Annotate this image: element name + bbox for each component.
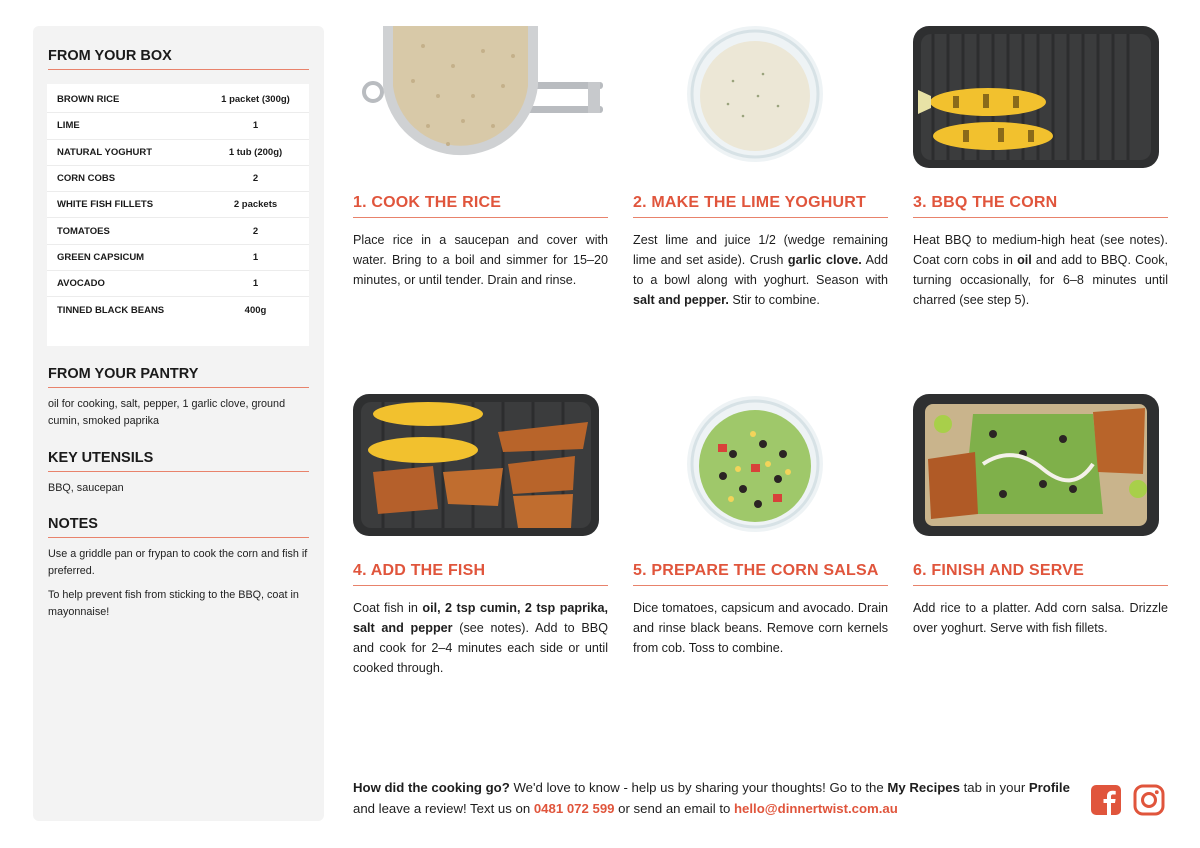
step-2-title: 2. MAKE THE LIME YOGHURT bbox=[633, 194, 888, 218]
step-6-title: 6. FINISH AND SERVE bbox=[913, 562, 1168, 586]
ingredient-row bbox=[47, 271, 309, 297]
ingredient-name: AVOCADO bbox=[57, 278, 105, 290]
step-bold-text: oil bbox=[1017, 253, 1032, 267]
ingredient-qty: 400g bbox=[244, 305, 267, 317]
ingredient-row bbox=[47, 192, 309, 218]
ingredient-name: BROWN RICE bbox=[57, 94, 120, 106]
step-text-segment: Place rice in a saucepan and cover with water. Bring to a boil and simmer for 15–20 minutes, or until tender. Drain and rinse. bbox=[353, 233, 608, 287]
corn-salsa-image bbox=[633, 394, 888, 540]
step-2 bbox=[633, 26, 888, 310]
footer-text-segment: tab in your bbox=[959, 780, 1029, 795]
step-6-text bbox=[913, 598, 1168, 638]
instagram-icon[interactable] bbox=[1133, 784, 1165, 816]
step-text-segment: Coat fish in bbox=[353, 601, 423, 615]
ingredient-name: TINNED BLACK BEANS bbox=[57, 305, 165, 317]
step-5-text bbox=[633, 598, 888, 658]
step-bold-text: salt and pepper. bbox=[633, 293, 729, 307]
step-bold-text: garlic clove. bbox=[787, 253, 862, 267]
feedback-footer bbox=[353, 777, 1078, 819]
step-text-segment: Add to a bowl along with yoghurt. Season with bbox=[633, 253, 888, 287]
ingredient-qty: 1 tub (200g) bbox=[228, 146, 283, 158]
ingredient-row bbox=[47, 245, 309, 271]
notes-heading: NOTES bbox=[48, 516, 309, 538]
ingredient-name: NATURAL YOGHURT bbox=[57, 146, 152, 158]
step-3 bbox=[913, 26, 1168, 310]
step-5-title: 5. PREPARE THE CORN SALSA bbox=[633, 562, 888, 586]
footer-text-segment: or send an email to bbox=[614, 801, 734, 816]
step-text-segment: Stir to combine. bbox=[728, 293, 820, 307]
fish-griddle-image bbox=[353, 394, 608, 540]
step-4 bbox=[353, 394, 608, 678]
from-your-box-heading: FROM YOUR BOX bbox=[48, 48, 309, 70]
step-bold-text: oil, 2 tsp cumin, 2 tsp paprika, salt and pepper bbox=[353, 601, 609, 635]
ingredient-row bbox=[47, 297, 309, 323]
email-link[interactable]: hello@dinnertwist.com.au bbox=[734, 801, 898, 816]
ingredient-name: WHITE FISH FILLETS bbox=[57, 199, 154, 211]
ingredient-row bbox=[47, 87, 309, 113]
rice-saucepan-image bbox=[353, 26, 608, 172]
ingredient-qty: 2 bbox=[252, 173, 259, 185]
phone-link[interactable]: 0481 072 599 bbox=[533, 801, 615, 816]
facebook-icon[interactable] bbox=[1090, 784, 1122, 816]
footer-text-segment: and leave a review! Text us on bbox=[353, 801, 534, 816]
step-6 bbox=[913, 394, 1168, 638]
step-4-text bbox=[353, 598, 608, 678]
step-1-text bbox=[353, 230, 608, 290]
ingredients-sidebar bbox=[33, 26, 324, 821]
ingredient-qty: 1 bbox=[252, 278, 259, 290]
ingredient-name: TOMATOES bbox=[57, 225, 110, 237]
step-text-segment: Dice tomatoes, capsicum and avocado. Drain and rinse black beans. Remove corn kernels from cob. Toss to combine. bbox=[633, 601, 888, 655]
ingredient-row bbox=[47, 166, 309, 192]
ingredients-table bbox=[47, 84, 309, 346]
footer-text-segment: We'd love to know - help us by sharing your thoughts! Go to the bbox=[509, 780, 888, 795]
finished-platter-image bbox=[913, 394, 1168, 540]
footer-text-segment: Profile bbox=[1028, 780, 1070, 795]
lime-yoghurt-image bbox=[633, 26, 888, 172]
step-2-text bbox=[633, 230, 888, 310]
footer-text-segment: How did the cooking go? bbox=[353, 780, 510, 795]
pantry-text: oil for cooking, salt, pepper, 1 garlic clove, ground cumin, smoked paprika bbox=[48, 398, 286, 427]
footer-text-segment: My Recipes bbox=[887, 780, 960, 795]
ingredient-qty: 2 packets bbox=[233, 199, 278, 211]
step-text-segment: and add to BBQ. Cook, turning occasionally, for 6–8 minutes until charred (see step 5). bbox=[913, 253, 1168, 307]
step-4-title: 4. ADD THE FISH bbox=[353, 562, 608, 586]
ingredient-row bbox=[47, 113, 309, 139]
ingredient-qty: 1 bbox=[252, 251, 259, 263]
note-1: Use a griddle pan or frypan to cook the corn and fish if preferred. bbox=[48, 548, 308, 577]
ingredient-qty: 1 bbox=[252, 120, 259, 132]
step-text-segment: Zest lime and juice 1/2 (wedge remaining lime and set aside). Crush bbox=[633, 233, 888, 267]
step-1 bbox=[353, 26, 608, 290]
step-5 bbox=[633, 394, 888, 658]
step-text-segment: Heat BBQ to medium-high heat (see notes). Coat corn cobs in bbox=[913, 233, 1168, 267]
step-3-text bbox=[913, 230, 1168, 310]
utensils-heading: KEY UTENSILS bbox=[48, 450, 309, 472]
step-1-title: 1. COOK THE RICE bbox=[353, 194, 608, 218]
step-text-segment: Add rice to a platter. Add corn salsa. Drizzle over yoghurt. Serve with fish fillets. bbox=[913, 601, 1168, 635]
ingredient-row bbox=[47, 140, 309, 166]
ingredient-qty: 1 packet (300g) bbox=[221, 94, 290, 106]
utensils-text: BBQ, saucepan bbox=[48, 482, 124, 494]
ingredient-name: GREEN CAPSICUM bbox=[57, 251, 145, 263]
ingredient-name: LIME bbox=[57, 120, 80, 132]
ingredient-name: CORN COBS bbox=[57, 173, 116, 185]
step-3-title: 3. BBQ THE CORN bbox=[913, 194, 1168, 218]
pantry-heading: FROM YOUR PANTRY bbox=[48, 366, 309, 388]
ingredient-row bbox=[47, 218, 309, 244]
note-2: To help prevent fish from sticking to the BBQ, coat in mayonnaise! bbox=[48, 589, 299, 618]
step-text-segment: (see notes). Add to BBQ and cook for 2–4 minutes each side or until cooked through. bbox=[353, 621, 609, 675]
corn-griddle-image bbox=[913, 26, 1168, 172]
ingredient-qty: 2 bbox=[252, 225, 259, 237]
